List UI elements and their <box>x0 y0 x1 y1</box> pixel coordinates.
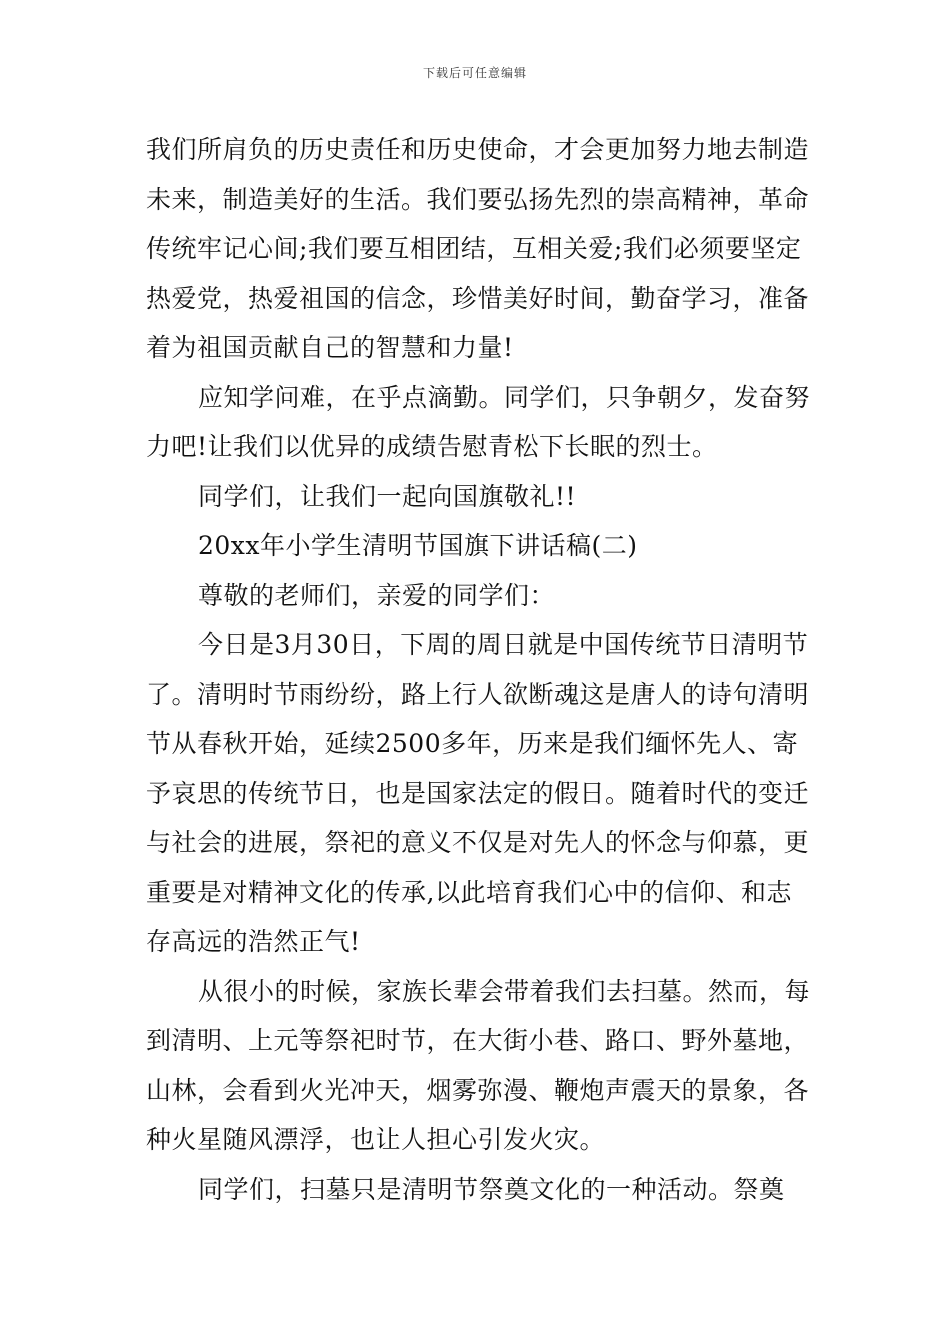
document-body <box>146 125 814 1214</box>
paragraph-2: 应知学问难，在乎点滴勤。同学们，只争朝夕，发奋努力吧!让我们以优异的成绩告慰青松下长眠的烈士。 <box>146 382 811 461</box>
section-heading: 20xx年小学生清明节国旗下讲话稿(二) <box>198 531 638 560</box>
paragraph-6: 今日是3月30日，下周的周日就是中国传统节日清明节了。清明时节雨纷纷，路上行人欲断魂这是唐人的诗句清明节从春秋开始，延续2500多年，历来是我们缅怀先人、寄予哀思的传统节日，也是国家法定的假日。随着时代的变迁与社会的进展，祭祀的意义不仅是对先人的怀念与仰慕，更重要是对精神文化的传承,以此培育我们心中的信仰、和志存高远的浩然正气! <box>146 630 810 956</box>
page-header: 下载后可任意编辑 <box>422 66 527 80</box>
paragraph-3: 同学们，让我们一起向国旗敬礼!! <box>198 481 577 511</box>
paragraph-1: 我们所肩负的历史责任和历史使命，才会更加努力地去制造未来，制造美好的生活。我们要弘扬先烈的崇高精神，革命传统牢记心间;我们要互相团结，互相关爱;我们必须要坚定热爱党，热爱祖国的信念，珍惜美好时间，勤奋学习，准备着为祖国贡献自己的智慧和力量! <box>146 135 810 362</box>
salutation: 尊敬的老师们，亲爱的同学们： <box>198 580 556 610</box>
paragraph-7: 从很小的时候，家族长辈会带着我们去扫墓。然而，每到清明、上元等祭祀时节，在大街小巷、路口、野外墓地，山林，会看到火光冲天，烟雾弥漫、鞭炮声震天的景象，各种火星随风漂浮，也让人担心引发火灾。 <box>146 976 811 1154</box>
paragraph-8: 同学们，扫墓只是清明节祭奠文化的一种活动。祭奠 <box>198 1174 785 1204</box>
